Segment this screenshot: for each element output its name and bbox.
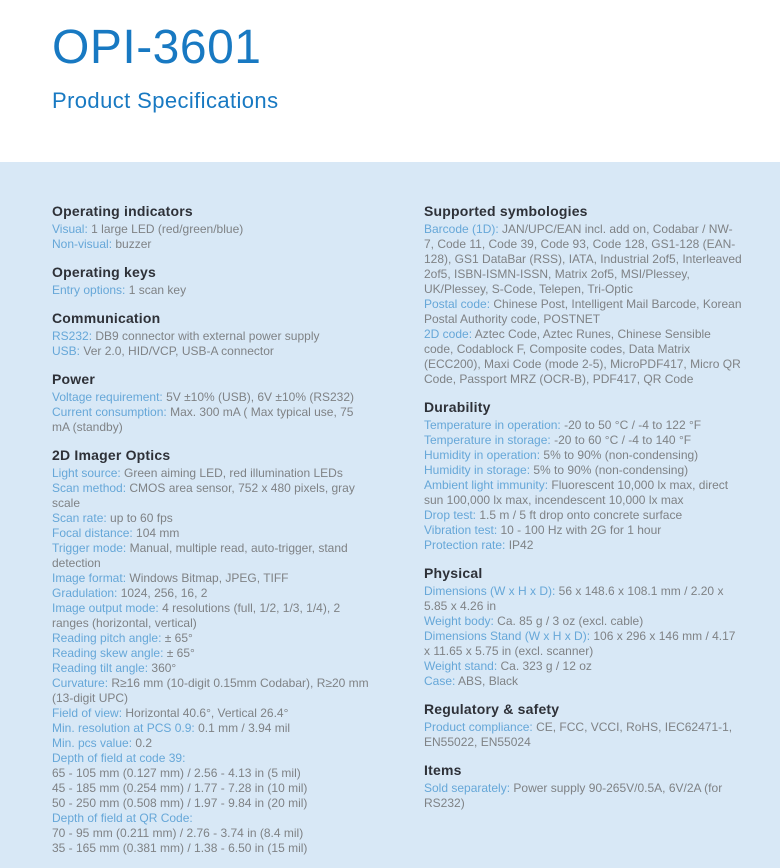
spec-entry bbox=[52, 676, 370, 706]
spec-value: Ver 2.0, HID/VCP, USB-A connector bbox=[80, 344, 274, 358]
product-title: OPI-3601 bbox=[52, 21, 262, 74]
spec-label: Depth of field at code 39: bbox=[52, 751, 186, 765]
spec-value: Manual, multiple read, auto-trigger, stand detection bbox=[52, 541, 348, 570]
spec-entry bbox=[52, 781, 370, 796]
spec-entry bbox=[52, 721, 370, 736]
spec-value: 1 scan key bbox=[125, 283, 187, 297]
spec-label: 2D code: bbox=[424, 327, 473, 341]
spec-value: 4 resolutions (full, 1/2, 1/3, 1/4), 2 ranges (horizontal, vertical) bbox=[52, 601, 341, 630]
spec-entry bbox=[52, 329, 370, 344]
spec-section bbox=[52, 264, 370, 298]
spec-label: Postal code: bbox=[424, 297, 491, 311]
spec-entry bbox=[424, 433, 742, 448]
spec-value: Ca. 85 g / 3 oz (excl. cable) bbox=[493, 614, 644, 628]
spec-entry bbox=[52, 222, 370, 237]
spec-value: R≥16 mm (10-digit 0.15mm Codabar), R≥20 mm (13-digit UPC) bbox=[52, 676, 369, 705]
spec-value: 45 - 185 mm (0.254 mm) / 1.77 - 7.28 in (10 mil) bbox=[52, 781, 308, 795]
spec-label: Drop test: bbox=[424, 508, 477, 522]
spec-entry bbox=[52, 766, 370, 781]
spec-label: Current consumption: bbox=[52, 405, 167, 419]
spec-label: Temperature in operation: bbox=[424, 418, 561, 432]
spec-entry bbox=[52, 466, 370, 481]
spec-label: Weight stand: bbox=[424, 659, 498, 673]
spec-label: Curvature: bbox=[52, 676, 109, 690]
spec-label: Min. resolution at PCS 0.9: bbox=[52, 721, 195, 735]
spec-entry bbox=[52, 390, 370, 405]
spec-value: Green aiming LED, red illumination LEDs bbox=[120, 466, 343, 480]
spec-label: Focal distance: bbox=[52, 526, 133, 540]
spec-entry bbox=[424, 508, 742, 523]
spec-value: 56 x 148.6 x 108.1 mm / 2.20 x 5.85 x 4.26 in bbox=[424, 584, 724, 613]
spec-entry bbox=[52, 796, 370, 811]
spec-label: RS232: bbox=[52, 329, 93, 343]
spec-panel bbox=[0, 162, 780, 868]
spec-entry bbox=[424, 297, 742, 327]
spec-label: Dimensions Stand (W x H x D): bbox=[424, 629, 591, 643]
page-subtitle: Product Specifications bbox=[52, 88, 279, 113]
section-title: Items bbox=[424, 762, 462, 778]
spec-entry bbox=[52, 571, 370, 586]
spec-value: DB9 connector with external power supply bbox=[92, 329, 320, 343]
spec-value: 5% to 90% (non-condensing) bbox=[540, 448, 699, 462]
spec-value: 5V ±10% (USB), 6V ±10% (RS232) bbox=[162, 390, 354, 404]
spec-value: ± 65° bbox=[161, 631, 193, 645]
spec-value: 5% to 90% (non-condensing) bbox=[530, 463, 689, 477]
spec-entry bbox=[52, 841, 370, 856]
spec-entry bbox=[424, 674, 742, 689]
spec-value: 1024, 256, 16, 2 bbox=[117, 586, 208, 600]
spec-value: Max. 300 mA ( Max typical use, 75 mA (standby) bbox=[52, 405, 354, 434]
spec-entry bbox=[424, 222, 742, 297]
spec-label: Non-visual: bbox=[52, 237, 113, 251]
spec-section bbox=[52, 203, 370, 252]
spec-section bbox=[424, 203, 742, 387]
spec-entry bbox=[52, 736, 370, 751]
spec-label: Temperature in storage: bbox=[424, 433, 551, 447]
spec-entry bbox=[424, 659, 742, 674]
spec-entry bbox=[52, 631, 370, 646]
spec-value: CMOS area sensor, 752 x 480 pixels, gray scale bbox=[52, 481, 355, 510]
spec-label: Depth of field at QR Code: bbox=[52, 811, 193, 825]
spec-value: Horizontal 40.6°, Vertical 26.4° bbox=[122, 706, 289, 720]
spec-section bbox=[424, 399, 742, 553]
spec-section bbox=[52, 310, 370, 359]
spec-entry bbox=[52, 646, 370, 661]
spec-value: Ca. 323 g / 12 oz bbox=[497, 659, 592, 673]
spec-entry bbox=[52, 344, 370, 359]
spec-label: Light source: bbox=[52, 466, 121, 480]
section-title: Power bbox=[52, 371, 96, 387]
spec-value: CE, FCC, VCCI, RoHS, IEC62471-1, EN55022, EN55024 bbox=[424, 720, 733, 749]
spec-section bbox=[424, 762, 742, 811]
spec-value: ± 65° bbox=[163, 646, 195, 660]
spec-entry bbox=[52, 526, 370, 541]
section-title: Operating indicators bbox=[52, 203, 193, 219]
spec-entry bbox=[52, 405, 370, 435]
spec-value: -20 to 60 °C / -4 to 140 °F bbox=[550, 433, 692, 447]
spec-label: USB: bbox=[52, 344, 81, 358]
spec-label: Case: bbox=[424, 674, 456, 688]
spec-value: 65 - 105 mm (0.127 mm) / 2.56 - 4.13 in (5 mil) bbox=[52, 766, 301, 780]
spec-label: Visual: bbox=[52, 222, 88, 236]
spec-value: Windows Bitmap, JPEG, TIFF bbox=[126, 571, 289, 585]
spec-value: 50 - 250 mm (0.508 mm) / 1.97 - 9.84 in (20 mil) bbox=[52, 796, 308, 810]
spec-entry bbox=[424, 720, 742, 750]
spec-entry bbox=[424, 538, 742, 553]
spec-entry bbox=[424, 629, 742, 659]
section-title: Operating keys bbox=[52, 264, 156, 280]
spec-entry bbox=[424, 478, 742, 508]
spec-label: Entry options: bbox=[52, 283, 126, 297]
spec-entry bbox=[424, 584, 742, 614]
spec-entry bbox=[52, 706, 370, 721]
spec-entry bbox=[52, 283, 370, 298]
spec-label: Field of view: bbox=[52, 706, 123, 720]
spec-entry bbox=[52, 586, 370, 601]
spec-section bbox=[424, 565, 742, 689]
spec-label: Gradulation: bbox=[52, 586, 118, 600]
spec-value: 0.1 mm / 3.94 mil bbox=[194, 721, 291, 735]
right-column bbox=[424, 203, 742, 868]
spec-value: 0.2 bbox=[132, 736, 153, 750]
spec-entry bbox=[424, 448, 742, 463]
spec-entry bbox=[424, 614, 742, 629]
spec-entry bbox=[424, 523, 742, 538]
left-column bbox=[52, 203, 370, 868]
spec-value: 1 large LED (red/green/blue) bbox=[87, 222, 244, 236]
spec-value: Power supply 90-265V/0.5A, 6V/2A (for RS232) bbox=[424, 781, 723, 810]
section-title: Physical bbox=[424, 565, 483, 581]
spec-value: 360° bbox=[148, 661, 177, 675]
spec-entry bbox=[52, 481, 370, 511]
spec-entry bbox=[52, 237, 370, 252]
section-title: Supported symbologies bbox=[424, 203, 588, 219]
spec-entry bbox=[52, 511, 370, 526]
spec-label: Sold separately: bbox=[424, 781, 511, 795]
spec-label: Vibration test: bbox=[424, 523, 498, 537]
spec-value: 35 - 165 mm (0.381 mm) / 1.38 - 6.50 in (15 mil) bbox=[52, 841, 308, 855]
spec-value: 1.5 m / 5 ft drop onto concrete surface bbox=[476, 508, 683, 522]
spec-entry bbox=[52, 826, 370, 841]
spec-value: JAN/UPC/EAN incl. add on, Codabar / NW-7, Code 11, Code 39, Code 93, Code 128, GS1-128 (EAN-128), GS1 DataBar (RSS), IATA, Industrial 2of5, Interleaved 2of5, ISBN-ISMN-ISSN, Matrix 2of5, MSI/Plessey, UK/Plessey, S-Code, Telepen, Tri-Optic bbox=[424, 222, 742, 296]
spec-entry bbox=[52, 661, 370, 676]
spec-label: Weight body: bbox=[424, 614, 494, 628]
spec-value: up to 60 fps bbox=[106, 511, 173, 525]
spec-value: buzzer bbox=[112, 237, 152, 251]
header bbox=[52, 20, 278, 114]
spec-section bbox=[52, 447, 370, 856]
spec-value: -20 to 50 °C / -4 to 122 °F bbox=[560, 418, 702, 432]
spec-value: Aztec Code, Aztec Runes, Chinese Sensible code, Codablock F, Composite codes, Data Matrix (ECC200), Maxi Code (mode 2-5), MicroPDF417, Micro QR Code, Passport MRZ (OCR-B), PDF417, QR Code bbox=[424, 327, 741, 386]
spec-value: 10 - 100 Hz with 2G for 1 hour bbox=[497, 523, 662, 537]
spec-label: Humidity in storage: bbox=[424, 463, 531, 477]
spec-value: 104 mm bbox=[132, 526, 180, 540]
section-title: 2D Imager Optics bbox=[52, 447, 171, 463]
spec-label: Image output mode: bbox=[52, 601, 159, 615]
spec-label: Barcode (1D): bbox=[424, 222, 499, 236]
spec-label: Scan method: bbox=[52, 481, 127, 495]
spec-entry bbox=[52, 541, 370, 571]
spec-label: Reading skew angle: bbox=[52, 646, 164, 660]
spec-label: Scan rate: bbox=[52, 511, 107, 525]
spec-label: Min. pcs value: bbox=[52, 736, 133, 750]
spec-value: Fluorescent 10,000 lx max, direct sun 100,000 lx max, incendescent 10,000 lx max bbox=[424, 478, 729, 507]
section-title: Regulatory & safety bbox=[424, 701, 560, 717]
spec-entry bbox=[424, 463, 742, 478]
spec-section bbox=[52, 371, 370, 435]
spec-entry bbox=[424, 327, 742, 387]
spec-entry bbox=[52, 601, 370, 631]
spec-label: Reading tilt angle: bbox=[52, 661, 149, 675]
spec-label: Product compliance: bbox=[424, 720, 533, 734]
spec-value: 70 - 95 mm (0.211 mm) / 2.76 - 3.74 in (8.4 mil) bbox=[52, 826, 304, 840]
spec-label: Protection rate: bbox=[424, 538, 506, 552]
spec-entry bbox=[52, 751, 370, 766]
spec-value: IP42 bbox=[505, 538, 534, 552]
spec-label: Humidity in operation: bbox=[424, 448, 541, 462]
spec-value: ABS, Black bbox=[455, 674, 519, 688]
spec-entry bbox=[52, 811, 370, 826]
spec-label: Ambient light immunity: bbox=[424, 478, 549, 492]
spec-label: Voltage requirement: bbox=[52, 390, 163, 404]
section-title: Communication bbox=[52, 310, 161, 326]
spec-section bbox=[424, 701, 742, 750]
spec-label: Image format: bbox=[52, 571, 127, 585]
spec-label: Dimensions (W x H x D): bbox=[424, 584, 556, 598]
spec-label: Reading pitch angle: bbox=[52, 631, 162, 645]
spec-label: Trigger mode: bbox=[52, 541, 127, 555]
spec-value: 106 x 296 x 146 mm / 4.17 x 11.65 x 5.75 in (excl. scanner) bbox=[424, 629, 736, 658]
spec-entry bbox=[424, 781, 742, 811]
spec-value: Chinese Post, Intelligent Mail Barcode, Korean Postal Authority code, POSTNET bbox=[424, 297, 742, 326]
spec-entry bbox=[424, 418, 742, 433]
section-title: Durability bbox=[424, 399, 491, 415]
